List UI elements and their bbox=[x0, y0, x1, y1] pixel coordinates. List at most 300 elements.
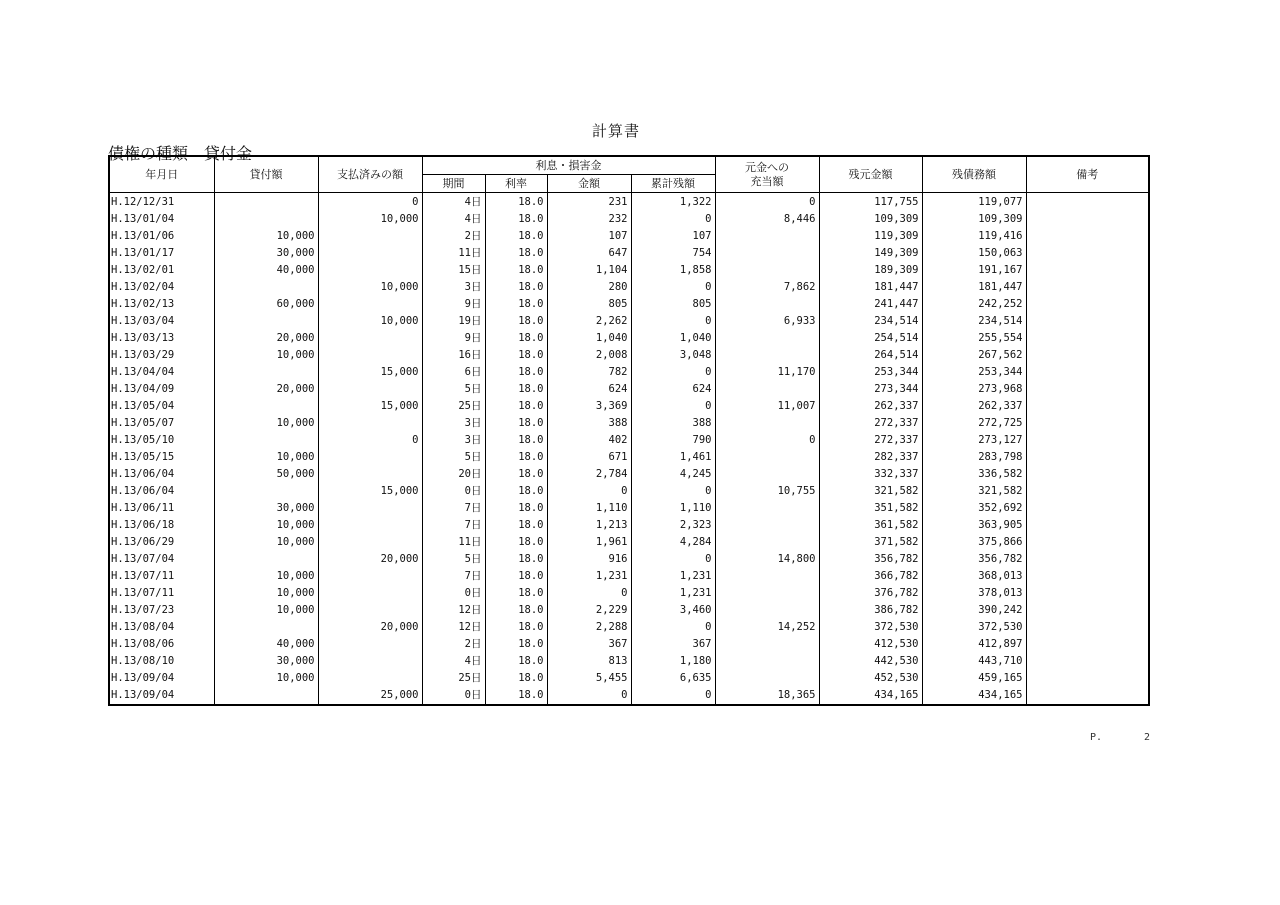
cell-remaining-debt: 253,344 bbox=[922, 364, 1026, 381]
cell-period: 25日 bbox=[422, 398, 485, 415]
cell-rate: 18.0 bbox=[485, 500, 547, 517]
cell-period: 12日 bbox=[422, 602, 485, 619]
cell-rate: 18.0 bbox=[485, 296, 547, 313]
cell-period: 3日 bbox=[422, 432, 485, 449]
cell-amount: 2,229 bbox=[547, 602, 631, 619]
cell-cumulative: 6,635 bbox=[631, 670, 715, 687]
cell-date: H.13/05/07 bbox=[109, 415, 214, 432]
cell-rate: 18.0 bbox=[485, 330, 547, 347]
cell-remaining-principal: 189,309 bbox=[819, 262, 922, 279]
cell-period: 9日 bbox=[422, 296, 485, 313]
document-title: 計算書 bbox=[591, 122, 640, 140]
cell-date: H.13/03/29 bbox=[109, 347, 214, 364]
cell-principal-applied: 14,252 bbox=[715, 619, 819, 636]
cell-remaining-debt: 109,309 bbox=[922, 211, 1026, 228]
cell-paid bbox=[318, 500, 422, 517]
cell-remarks bbox=[1026, 330, 1149, 347]
cell-period: 15日 bbox=[422, 262, 485, 279]
cell-period: 12日 bbox=[422, 619, 485, 636]
table-row bbox=[109, 551, 1149, 568]
cell-paid: 10,000 bbox=[318, 279, 422, 296]
cell-rate: 18.0 bbox=[485, 279, 547, 296]
header-interest-group: 利息・損害金 bbox=[422, 156, 715, 175]
cell-cumulative: 4,284 bbox=[631, 534, 715, 551]
cell-principal-applied bbox=[715, 228, 819, 245]
cell-paid bbox=[318, 517, 422, 534]
cell-paid bbox=[318, 415, 422, 432]
cell-remaining-debt: 390,242 bbox=[922, 602, 1026, 619]
cell-loan bbox=[214, 619, 318, 636]
cell-loan: 10,000 bbox=[214, 347, 318, 364]
cell-amount: 0 bbox=[547, 687, 631, 705]
cell-remaining-principal: 149,309 bbox=[819, 245, 922, 262]
cell-rate: 18.0 bbox=[485, 364, 547, 381]
cell-remaining-debt: 283,798 bbox=[922, 449, 1026, 466]
table-row bbox=[109, 636, 1149, 653]
cell-remaining-debt: 191,167 bbox=[922, 262, 1026, 279]
table-row bbox=[109, 466, 1149, 483]
table-row bbox=[109, 585, 1149, 602]
cell-principal-applied bbox=[715, 568, 819, 585]
claim-type-value: 貸付金 bbox=[204, 144, 253, 163]
cell-date: H.13/03/13 bbox=[109, 330, 214, 347]
cell-remarks bbox=[1026, 585, 1149, 602]
cell-remaining-principal: 264,514 bbox=[819, 347, 922, 364]
cell-rate: 18.0 bbox=[485, 347, 547, 364]
cell-date: H.13/03/04 bbox=[109, 313, 214, 330]
cell-amount: 671 bbox=[547, 449, 631, 466]
cell-remaining-debt: 434,165 bbox=[922, 687, 1026, 705]
cell-principal-applied bbox=[715, 245, 819, 262]
cell-date: H.13/07/04 bbox=[109, 551, 214, 568]
cell-loan bbox=[214, 483, 318, 500]
cell-remaining-debt: 443,710 bbox=[922, 653, 1026, 670]
cell-loan: 10,000 bbox=[214, 517, 318, 534]
cell-amount: 402 bbox=[547, 432, 631, 449]
table-row bbox=[109, 313, 1149, 330]
cell-principal-applied bbox=[715, 296, 819, 313]
cell-principal-applied bbox=[715, 653, 819, 670]
cell-cumulative: 0 bbox=[631, 551, 715, 568]
cell-cumulative: 0 bbox=[631, 483, 715, 500]
header-period: 期間 bbox=[422, 175, 485, 193]
header-remarks: 備考 bbox=[1026, 156, 1149, 193]
cell-cumulative: 0 bbox=[631, 364, 715, 381]
cell-rate: 18.0 bbox=[485, 211, 547, 228]
cell-cumulative: 0 bbox=[631, 398, 715, 415]
cell-remaining-debt: 336,582 bbox=[922, 466, 1026, 483]
cell-paid bbox=[318, 534, 422, 551]
cell-remaining-principal: 356,782 bbox=[819, 551, 922, 568]
cell-remarks bbox=[1026, 364, 1149, 381]
cell-cumulative: 754 bbox=[631, 245, 715, 262]
cell-cumulative: 1,231 bbox=[631, 585, 715, 602]
cell-period: 7日 bbox=[422, 517, 485, 534]
cell-rate: 18.0 bbox=[485, 483, 547, 500]
cell-rate: 18.0 bbox=[485, 619, 547, 636]
cell-cumulative: 107 bbox=[631, 228, 715, 245]
cell-paid: 10,000 bbox=[318, 211, 422, 228]
cell-paid: 20,000 bbox=[318, 551, 422, 568]
table-row bbox=[109, 262, 1149, 279]
cell-loan: 10,000 bbox=[214, 568, 318, 585]
cell-remaining-principal: 434,165 bbox=[819, 687, 922, 705]
cell-cumulative: 367 bbox=[631, 636, 715, 653]
cell-cumulative: 1,040 bbox=[631, 330, 715, 347]
cell-cumulative: 0 bbox=[631, 687, 715, 705]
cell-remaining-debt: 378,013 bbox=[922, 585, 1026, 602]
cell-loan: 30,000 bbox=[214, 653, 318, 670]
cell-paid bbox=[318, 262, 422, 279]
cell-period: 3日 bbox=[422, 415, 485, 432]
cell-date: H.13/01/17 bbox=[109, 245, 214, 262]
cell-rate: 18.0 bbox=[485, 262, 547, 279]
cell-remaining-principal: 376,782 bbox=[819, 585, 922, 602]
cell-remaining-principal: 282,337 bbox=[819, 449, 922, 466]
cell-date: H.13/02/13 bbox=[109, 296, 214, 313]
cell-paid bbox=[318, 670, 422, 687]
cell-date: H.13/06/18 bbox=[109, 517, 214, 534]
table-row bbox=[109, 432, 1149, 449]
cell-principal-applied: 18,365 bbox=[715, 687, 819, 705]
cell-principal-applied bbox=[715, 381, 819, 398]
cell-cumulative: 1,858 bbox=[631, 262, 715, 279]
cell-loan: 40,000 bbox=[214, 636, 318, 653]
table-row bbox=[109, 483, 1149, 500]
cell-remaining-principal: 241,447 bbox=[819, 296, 922, 313]
cell-amount: 388 bbox=[547, 415, 631, 432]
cell-loan: 60,000 bbox=[214, 296, 318, 313]
cell-cumulative: 790 bbox=[631, 432, 715, 449]
cell-remarks bbox=[1026, 636, 1149, 653]
cell-rate: 18.0 bbox=[485, 193, 547, 212]
cell-paid bbox=[318, 245, 422, 262]
cell-principal-applied bbox=[715, 670, 819, 687]
cell-amount: 782 bbox=[547, 364, 631, 381]
cell-period: 7日 bbox=[422, 568, 485, 585]
cell-remarks bbox=[1026, 279, 1149, 296]
cell-amount: 280 bbox=[547, 279, 631, 296]
cell-rate: 18.0 bbox=[485, 398, 547, 415]
cell-loan bbox=[214, 687, 318, 705]
cell-remaining-principal: 321,582 bbox=[819, 483, 922, 500]
cell-cumulative: 0 bbox=[631, 211, 715, 228]
header-rate: 利率 bbox=[485, 175, 547, 193]
cell-rate: 18.0 bbox=[485, 432, 547, 449]
table-row bbox=[109, 364, 1149, 381]
cell-remarks bbox=[1026, 398, 1149, 415]
table-row bbox=[109, 398, 1149, 415]
cell-rate: 18.0 bbox=[485, 534, 547, 551]
cell-loan: 10,000 bbox=[214, 415, 318, 432]
cell-rate: 18.0 bbox=[485, 585, 547, 602]
cell-cumulative: 3,048 bbox=[631, 347, 715, 364]
cell-period: 11日 bbox=[422, 245, 485, 262]
cell-remaining-principal: 442,530 bbox=[819, 653, 922, 670]
cell-cumulative: 0 bbox=[631, 619, 715, 636]
cell-date: H.13/05/10 bbox=[109, 432, 214, 449]
cell-rate: 18.0 bbox=[485, 381, 547, 398]
cell-loan: 10,000 bbox=[214, 449, 318, 466]
cell-amount: 231 bbox=[547, 193, 631, 212]
cell-loan bbox=[214, 551, 318, 568]
cell-date: H.13/06/11 bbox=[109, 500, 214, 517]
cell-paid bbox=[318, 653, 422, 670]
cell-loan bbox=[214, 313, 318, 330]
cell-loan: 10,000 bbox=[214, 534, 318, 551]
cell-remaining-debt: 119,416 bbox=[922, 228, 1026, 245]
cell-amount: 0 bbox=[547, 585, 631, 602]
cell-remaining-principal: 361,582 bbox=[819, 517, 922, 534]
cell-amount: 0 bbox=[547, 483, 631, 500]
cell-date: H.13/07/11 bbox=[109, 568, 214, 585]
cell-date: H.13/01/06 bbox=[109, 228, 214, 245]
table-row bbox=[109, 687, 1149, 705]
cell-remaining-debt: 375,866 bbox=[922, 534, 1026, 551]
cell-remarks bbox=[1026, 432, 1149, 449]
cell-date: H.13/09/04 bbox=[109, 687, 214, 705]
cell-principal-applied: 7,862 bbox=[715, 279, 819, 296]
cell-amount: 805 bbox=[547, 296, 631, 313]
table-row bbox=[109, 534, 1149, 551]
cell-remarks bbox=[1026, 415, 1149, 432]
cell-rate: 18.0 bbox=[485, 670, 547, 687]
cell-principal-applied: 14,800 bbox=[715, 551, 819, 568]
cell-remarks bbox=[1026, 534, 1149, 551]
cell-paid: 15,000 bbox=[318, 483, 422, 500]
cell-principal-applied bbox=[715, 534, 819, 551]
cell-remarks bbox=[1026, 551, 1149, 568]
cell-loan bbox=[214, 398, 318, 415]
cell-amount: 2,008 bbox=[547, 347, 631, 364]
cell-remarks bbox=[1026, 228, 1149, 245]
cell-loan bbox=[214, 364, 318, 381]
cell-loan bbox=[214, 279, 318, 296]
cell-period: 5日 bbox=[422, 381, 485, 398]
cell-period: 9日 bbox=[422, 330, 485, 347]
table-row bbox=[109, 193, 1149, 212]
cell-rate: 18.0 bbox=[485, 653, 547, 670]
cell-date: H.13/06/04 bbox=[109, 483, 214, 500]
cell-remarks bbox=[1026, 568, 1149, 585]
table-row bbox=[109, 381, 1149, 398]
cell-date: H.13/06/04 bbox=[109, 466, 214, 483]
cell-loan: 30,000 bbox=[214, 245, 318, 262]
cell-remarks bbox=[1026, 619, 1149, 636]
table-row bbox=[109, 228, 1149, 245]
cell-date: H.13/04/04 bbox=[109, 364, 214, 381]
header-amount: 金額 bbox=[547, 175, 631, 193]
cell-remaining-principal: 366,782 bbox=[819, 568, 922, 585]
cell-remarks bbox=[1026, 466, 1149, 483]
cell-amount: 916 bbox=[547, 551, 631, 568]
cell-date: H.13/08/06 bbox=[109, 636, 214, 653]
cell-principal-applied: 8,446 bbox=[715, 211, 819, 228]
cell-remaining-debt: 368,013 bbox=[922, 568, 1026, 585]
cell-period: 19日 bbox=[422, 313, 485, 330]
cell-remaining-principal: 332,337 bbox=[819, 466, 922, 483]
cell-remarks bbox=[1026, 296, 1149, 313]
cell-remaining-principal: 273,344 bbox=[819, 381, 922, 398]
cell-principal-applied bbox=[715, 636, 819, 653]
cell-rate: 18.0 bbox=[485, 636, 547, 653]
cell-amount: 1,961 bbox=[547, 534, 631, 551]
cell-paid bbox=[318, 296, 422, 313]
cell-remaining-debt: 150,063 bbox=[922, 245, 1026, 262]
cell-paid: 10,000 bbox=[318, 313, 422, 330]
cell-loan: 10,000 bbox=[214, 602, 318, 619]
cell-paid bbox=[318, 568, 422, 585]
cell-paid bbox=[318, 449, 422, 466]
cell-loan: 20,000 bbox=[214, 381, 318, 398]
cell-period: 11日 bbox=[422, 534, 485, 551]
cell-remaining-principal: 119,309 bbox=[819, 228, 922, 245]
cell-paid: 20,000 bbox=[318, 619, 422, 636]
table-row bbox=[109, 449, 1149, 466]
cell-period: 6日 bbox=[422, 364, 485, 381]
cell-loan: 10,000 bbox=[214, 670, 318, 687]
cell-remaining-principal: 386,782 bbox=[819, 602, 922, 619]
cell-period: 0日 bbox=[422, 687, 485, 705]
cell-remarks bbox=[1026, 653, 1149, 670]
cell-remarks bbox=[1026, 449, 1149, 466]
cell-amount: 813 bbox=[547, 653, 631, 670]
cell-principal-applied bbox=[715, 466, 819, 483]
cell-cumulative: 388 bbox=[631, 415, 715, 432]
cell-remaining-debt: 273,127 bbox=[922, 432, 1026, 449]
cell-principal-applied bbox=[715, 517, 819, 534]
cell-remarks bbox=[1026, 670, 1149, 687]
cell-remaining-principal: 272,337 bbox=[819, 415, 922, 432]
cell-remaining-debt: 273,968 bbox=[922, 381, 1026, 398]
cell-amount: 2,288 bbox=[547, 619, 631, 636]
cell-principal-applied: 10,755 bbox=[715, 483, 819, 500]
cell-paid: 15,000 bbox=[318, 398, 422, 415]
cell-principal-applied: 6,933 bbox=[715, 313, 819, 330]
table-row bbox=[109, 602, 1149, 619]
cell-loan: 20,000 bbox=[214, 330, 318, 347]
cell-remaining-debt: 352,692 bbox=[922, 500, 1026, 517]
cell-loan bbox=[214, 211, 318, 228]
header-paid: 支払済みの額 bbox=[318, 156, 422, 193]
header-loan: 貸付額 bbox=[214, 156, 318, 193]
cell-amount: 367 bbox=[547, 636, 631, 653]
cell-cumulative: 1,322 bbox=[631, 193, 715, 212]
cell-remaining-debt: 119,077 bbox=[922, 193, 1026, 212]
cell-remaining-debt: 262,337 bbox=[922, 398, 1026, 415]
cell-period: 7日 bbox=[422, 500, 485, 517]
cell-date: H.13/05/15 bbox=[109, 449, 214, 466]
cell-remarks bbox=[1026, 262, 1149, 279]
cell-principal-applied bbox=[715, 415, 819, 432]
cell-period: 3日 bbox=[422, 279, 485, 296]
cell-remaining-principal: 262,337 bbox=[819, 398, 922, 415]
page-value: 2 bbox=[1144, 732, 1151, 743]
cell-remaining-principal: 254,514 bbox=[819, 330, 922, 347]
cell-principal-applied: 11,170 bbox=[715, 364, 819, 381]
cell-remarks bbox=[1026, 500, 1149, 517]
cell-period: 4日 bbox=[422, 653, 485, 670]
cell-rate: 18.0 bbox=[485, 517, 547, 534]
cell-remaining-principal: 272,337 bbox=[819, 432, 922, 449]
table-row bbox=[109, 211, 1149, 228]
header-remaining-debt: 残債務額 bbox=[922, 156, 1026, 193]
cell-paid bbox=[318, 466, 422, 483]
cell-date: H.13/07/23 bbox=[109, 602, 214, 619]
cell-remaining-debt: 321,582 bbox=[922, 483, 1026, 500]
cell-remaining-debt: 255,554 bbox=[922, 330, 1026, 347]
cell-paid bbox=[318, 602, 422, 619]
cell-remaining-principal: 234,514 bbox=[819, 313, 922, 330]
cell-principal-applied bbox=[715, 330, 819, 347]
cell-paid bbox=[318, 347, 422, 364]
cell-remaining-principal: 109,309 bbox=[819, 211, 922, 228]
cell-paid: 15,000 bbox=[318, 364, 422, 381]
cell-loan: 40,000 bbox=[214, 262, 318, 279]
cell-cumulative: 1,231 bbox=[631, 568, 715, 585]
cell-principal-applied: 0 bbox=[715, 432, 819, 449]
cell-loan: 10,000 bbox=[214, 228, 318, 245]
cell-cumulative: 2,323 bbox=[631, 517, 715, 534]
cell-period: 4日 bbox=[422, 193, 485, 212]
cell-period: 16日 bbox=[422, 347, 485, 364]
cell-cumulative: 3,460 bbox=[631, 602, 715, 619]
calculation-table bbox=[108, 155, 1150, 706]
cell-period: 2日 bbox=[422, 228, 485, 245]
cell-remaining-principal: 372,530 bbox=[819, 619, 922, 636]
header-principal-top: 元金への bbox=[745, 160, 789, 174]
cell-remaining-debt: 181,447 bbox=[922, 279, 1026, 296]
cell-remaining-debt: 234,514 bbox=[922, 313, 1026, 330]
cell-remarks bbox=[1026, 381, 1149, 398]
cell-date: H.13/01/04 bbox=[109, 211, 214, 228]
cell-remarks bbox=[1026, 602, 1149, 619]
cell-cumulative: 1,461 bbox=[631, 449, 715, 466]
cell-amount: 5,455 bbox=[547, 670, 631, 687]
cell-remaining-principal: 117,755 bbox=[819, 193, 922, 212]
cell-rate: 18.0 bbox=[485, 687, 547, 705]
cell-paid: 25,000 bbox=[318, 687, 422, 705]
cell-rate: 18.0 bbox=[485, 602, 547, 619]
table-row bbox=[109, 347, 1149, 364]
page-number bbox=[1090, 732, 1150, 743]
cell-date: H.13/04/09 bbox=[109, 381, 214, 398]
cell-paid bbox=[318, 585, 422, 602]
cell-period: 20日 bbox=[422, 466, 485, 483]
table-row bbox=[109, 653, 1149, 670]
cell-date: H.13/02/01 bbox=[109, 262, 214, 279]
table-row bbox=[109, 517, 1149, 534]
cell-period: 5日 bbox=[422, 449, 485, 466]
header-remaining-principal: 残元金額 bbox=[819, 156, 922, 193]
cell-loan: 10,000 bbox=[214, 585, 318, 602]
cell-principal-applied bbox=[715, 347, 819, 364]
cell-remarks bbox=[1026, 687, 1149, 705]
cell-rate: 18.0 bbox=[485, 568, 547, 585]
page-label: P. bbox=[1090, 732, 1103, 743]
cell-amount: 624 bbox=[547, 381, 631, 398]
cell-remarks bbox=[1026, 347, 1149, 364]
cell-paid: 0 bbox=[318, 193, 422, 212]
cell-date: H.12/12/31 bbox=[109, 193, 214, 212]
cell-loan: 30,000 bbox=[214, 500, 318, 517]
cell-rate: 18.0 bbox=[485, 449, 547, 466]
cell-date: H.13/07/11 bbox=[109, 585, 214, 602]
cell-amount: 647 bbox=[547, 245, 631, 262]
cell-remaining-principal: 253,344 bbox=[819, 364, 922, 381]
cell-remaining-debt: 267,562 bbox=[922, 347, 1026, 364]
cell-rate: 18.0 bbox=[485, 228, 547, 245]
